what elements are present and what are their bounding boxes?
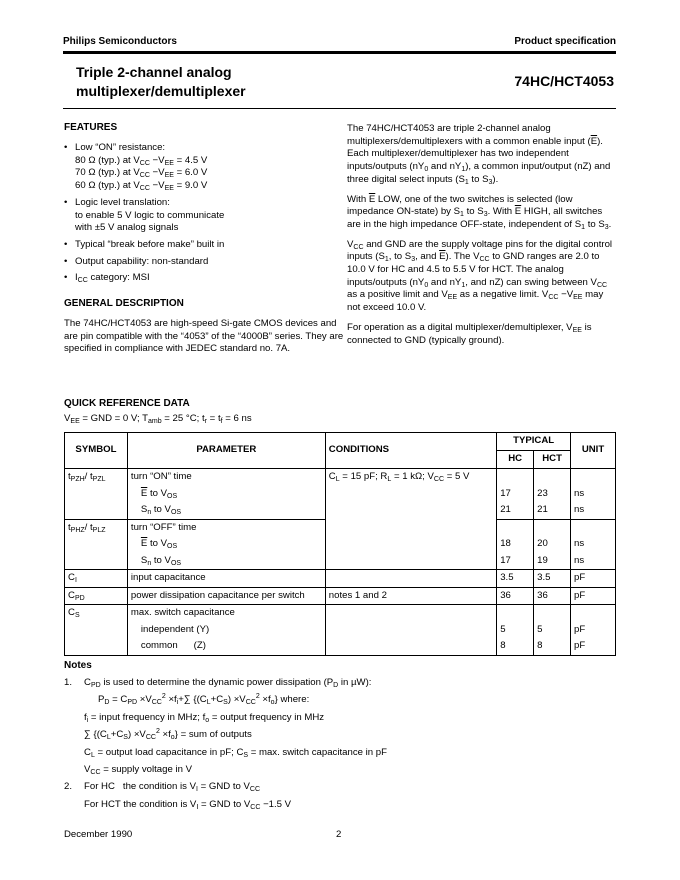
resistance-row: 60 Ω (typ.) at $V_{CC} -V_{EE} = 9.0$ V [75, 180, 208, 193]
hc-cell: 17 21 [497, 469, 534, 520]
feature-label: • Low “ON” resistance: [75, 142, 166, 153]
description-paragraph-2: With $\overline{E}$ LOW, one of the two switches is selected (low impedance ON-state) by $S_1$ to $S_3$. With $\overline{E}$ HIGH, all switches are in the high impedance OFF-state, independent of $S_1$ to $S_3$. [347, 193, 612, 231]
resistance-row: 70 Ω (typ.) at $V_{CC} -V_{EE} = 6.0$ V [75, 167, 208, 180]
feature-icc: • $I_{CC}$ category: MSI [64, 272, 344, 285]
hc-cell: 18 17 [497, 519, 534, 570]
hc-cell: 5 8 [497, 605, 534, 656]
feature-bbm: • Typical “break before make” built in [64, 239, 344, 252]
part-number: 74HC/HCT4053 [514, 73, 614, 89]
table-row [65, 587, 616, 605]
conditions-cell [325, 605, 496, 656]
parameter-cell: input capacitance [127, 570, 325, 588]
conditions-cell [325, 570, 496, 588]
description-paragraph-3: $V_{CC}$ and GND are the supply voltage pins for the digital control inputs ($S_1$, to $S_3$, and $\overline{E}$). The $V_{CC}$ to GND ranges are 2.0 to 10.0 V for HC and 4.5 to 5.5 V for HCT. The analog inputs/outputs ($nY_0$ and $nY_1$, and nZ) can swing between $V_{CC}$ as a positive limit and $V_{EE}$ as a negative limit. $V_{CC} -V_{EE}$ may not exceed 10.0 V. [347, 238, 613, 314]
description-paragraph-4: For operation as a digital multiplexer/demultiplexer, $V_{EE}$ is connected to GND (typically ground). [347, 321, 592, 346]
resistance-row: 80 Ω (typ.) at $V_{CC} -V_{EE} = 4.5$ V [75, 154, 208, 167]
title-line-2: multiplexer/demultiplexer [76, 83, 246, 99]
features-section [64, 122, 344, 356]
title-rule [63, 108, 616, 109]
parameter-cell: power dissipation capacitance per switch [127, 587, 325, 605]
parameter-cell: turn “OFF” time $\overline{E}$ to $V_{OS}$ $S_n$ to $V_{OS}$ [127, 519, 325, 570]
note-1-formula: $P_D = C_{PD} \times V_{CC}^2 \times f_i+\sum$ $\{(C_L+C_S) \times V_{CC}^2 \times f_o\}$ where: [98, 693, 310, 707]
quick-reference-conditions: $V_{EE}$ = GND = 0 V; $T_{amb} = 25$ °C; $t_r = t_f = 6$ ns [64, 413, 252, 425]
unit-cell: pF [571, 587, 616, 605]
parameter-cell: max. switch capacitance independent (Y) common (Z) [127, 605, 325, 656]
footer-date: December 1990 [64, 829, 133, 840]
conditions-cell: notes 1 and 2 [325, 587, 496, 605]
feature-low-on-resistance [64, 142, 344, 193]
unit-cell: pF pF [571, 605, 616, 656]
symbol-cell: $C_S$ [65, 605, 128, 656]
description-column [347, 123, 617, 347]
hct-cell: 20 19 [534, 519, 571, 570]
col-symbol: SYMBOL [65, 433, 128, 469]
company-name: Philips Semiconductors [63, 36, 177, 47]
feature-logic-level: • Logic level translation: to enable 5 V logic to communicate with ±5 V analog signals [64, 197, 344, 235]
note-1: 1. $C_{PD}$ is used to determine the dynamic power dissipation ($P_D$ in µW): [64, 677, 372, 689]
note-1-vcc: $V_{CC}$ = supply voltage in V [84, 764, 192, 777]
unit-cell: ns ns [571, 519, 616, 570]
table-row [65, 469, 616, 520]
table-row [65, 605, 616, 656]
conditions-cell: $C_L = 15$ pF; $R_L = 1$ kΩ; $V_{CC} = 5$ V [325, 469, 496, 570]
note-1-sum: ∑ $\{(C_L+C_S) \times V_{CC}^2 \times f_o\}$ = sum of outputs [84, 728, 252, 742]
quick-reference-heading: QUICK REFERENCE DATA [64, 398, 190, 409]
col-typical: TYPICAL [497, 433, 571, 451]
general-description-heading: GENERAL DESCRIPTION [64, 298, 184, 310]
title-line-1: Triple 2-channel analog [76, 64, 232, 80]
hc-cell: 3.5 [497, 570, 534, 588]
features-heading: FEATURES [64, 122, 118, 133]
hct-cell: 5 8 [534, 605, 571, 656]
unit-cell: pF [571, 570, 616, 588]
header-rule [63, 51, 616, 54]
note-1-fi: $f_i$ = input frequency in MHz; $f_o$ = output frequency in MHz [84, 711, 325, 724]
notes-section [64, 657, 616, 813]
col-hct: HCT [534, 451, 571, 469]
symbol-cell: $C_{PD}$ [65, 587, 128, 605]
hct-cell: 23 21 [534, 469, 571, 520]
col-conditions: CONDITIONS [325, 433, 496, 469]
note-1-cl: $C_L$ = output load capacitance in pF; $C_S = \max$. switch capacitance in pF [84, 746, 387, 759]
symbol-cell: $t_{PZH}/$ $t_{PZL}$ [65, 469, 128, 520]
symbol-cell: $C_I$ [65, 570, 128, 588]
general-description-text: The 74HC/HCT4053 are high-speed Si-gate CMOS devices and are pin compatible with the “4053” of the “4000B” series. They are specified in compliance with JEDEC standard no. 7A. [64, 318, 344, 355]
page-number: 2 [336, 829, 342, 840]
col-parameter: PARAMETER [127, 433, 325, 469]
parameter-cell: turn “ON” time $\overline{E}$ to $V_{OS}$ $S_n$ to $V_{OS}$ [127, 469, 325, 520]
notes-heading: Notes [64, 660, 92, 671]
hc-cell: 36 [497, 587, 534, 605]
feature-output: • Output capability: non-standard [64, 256, 344, 269]
table-row [65, 570, 616, 588]
document-type: Product specification [514, 36, 616, 47]
description-paragraph-1: The 74HC/HCT4053 are triple 2-channel analog multiplexers/demultiplexers with a common enable input $(\overline{E})$. Each multiplexer/demultiplexer has two independent inputs/outputs ($nY_0$ and $nY_1$), a common input/output (nZ) and three digital select inputs ($S_1$ to $S_3$). [347, 123, 611, 186]
unit-cell: ns ns [571, 469, 616, 520]
col-hc: HC [497, 451, 534, 469]
hct-cell: 36 [534, 587, 571, 605]
col-unit: UNIT [571, 433, 616, 469]
symbol-cell: $t_{PHZ}/$ $t_{PLZ}$ [65, 519, 128, 570]
page-title [76, 63, 246, 101]
hct-cell: 3.5 [534, 570, 571, 588]
quick-reference-table [64, 432, 616, 656]
note-2: 2. For HC the condition is $V_I$ = GND to $V_{CC}$ [64, 781, 261, 794]
note-2-hct: For HCT the condition is $V_I$ = GND to $V_{CC} -1.5$ V [84, 798, 292, 811]
